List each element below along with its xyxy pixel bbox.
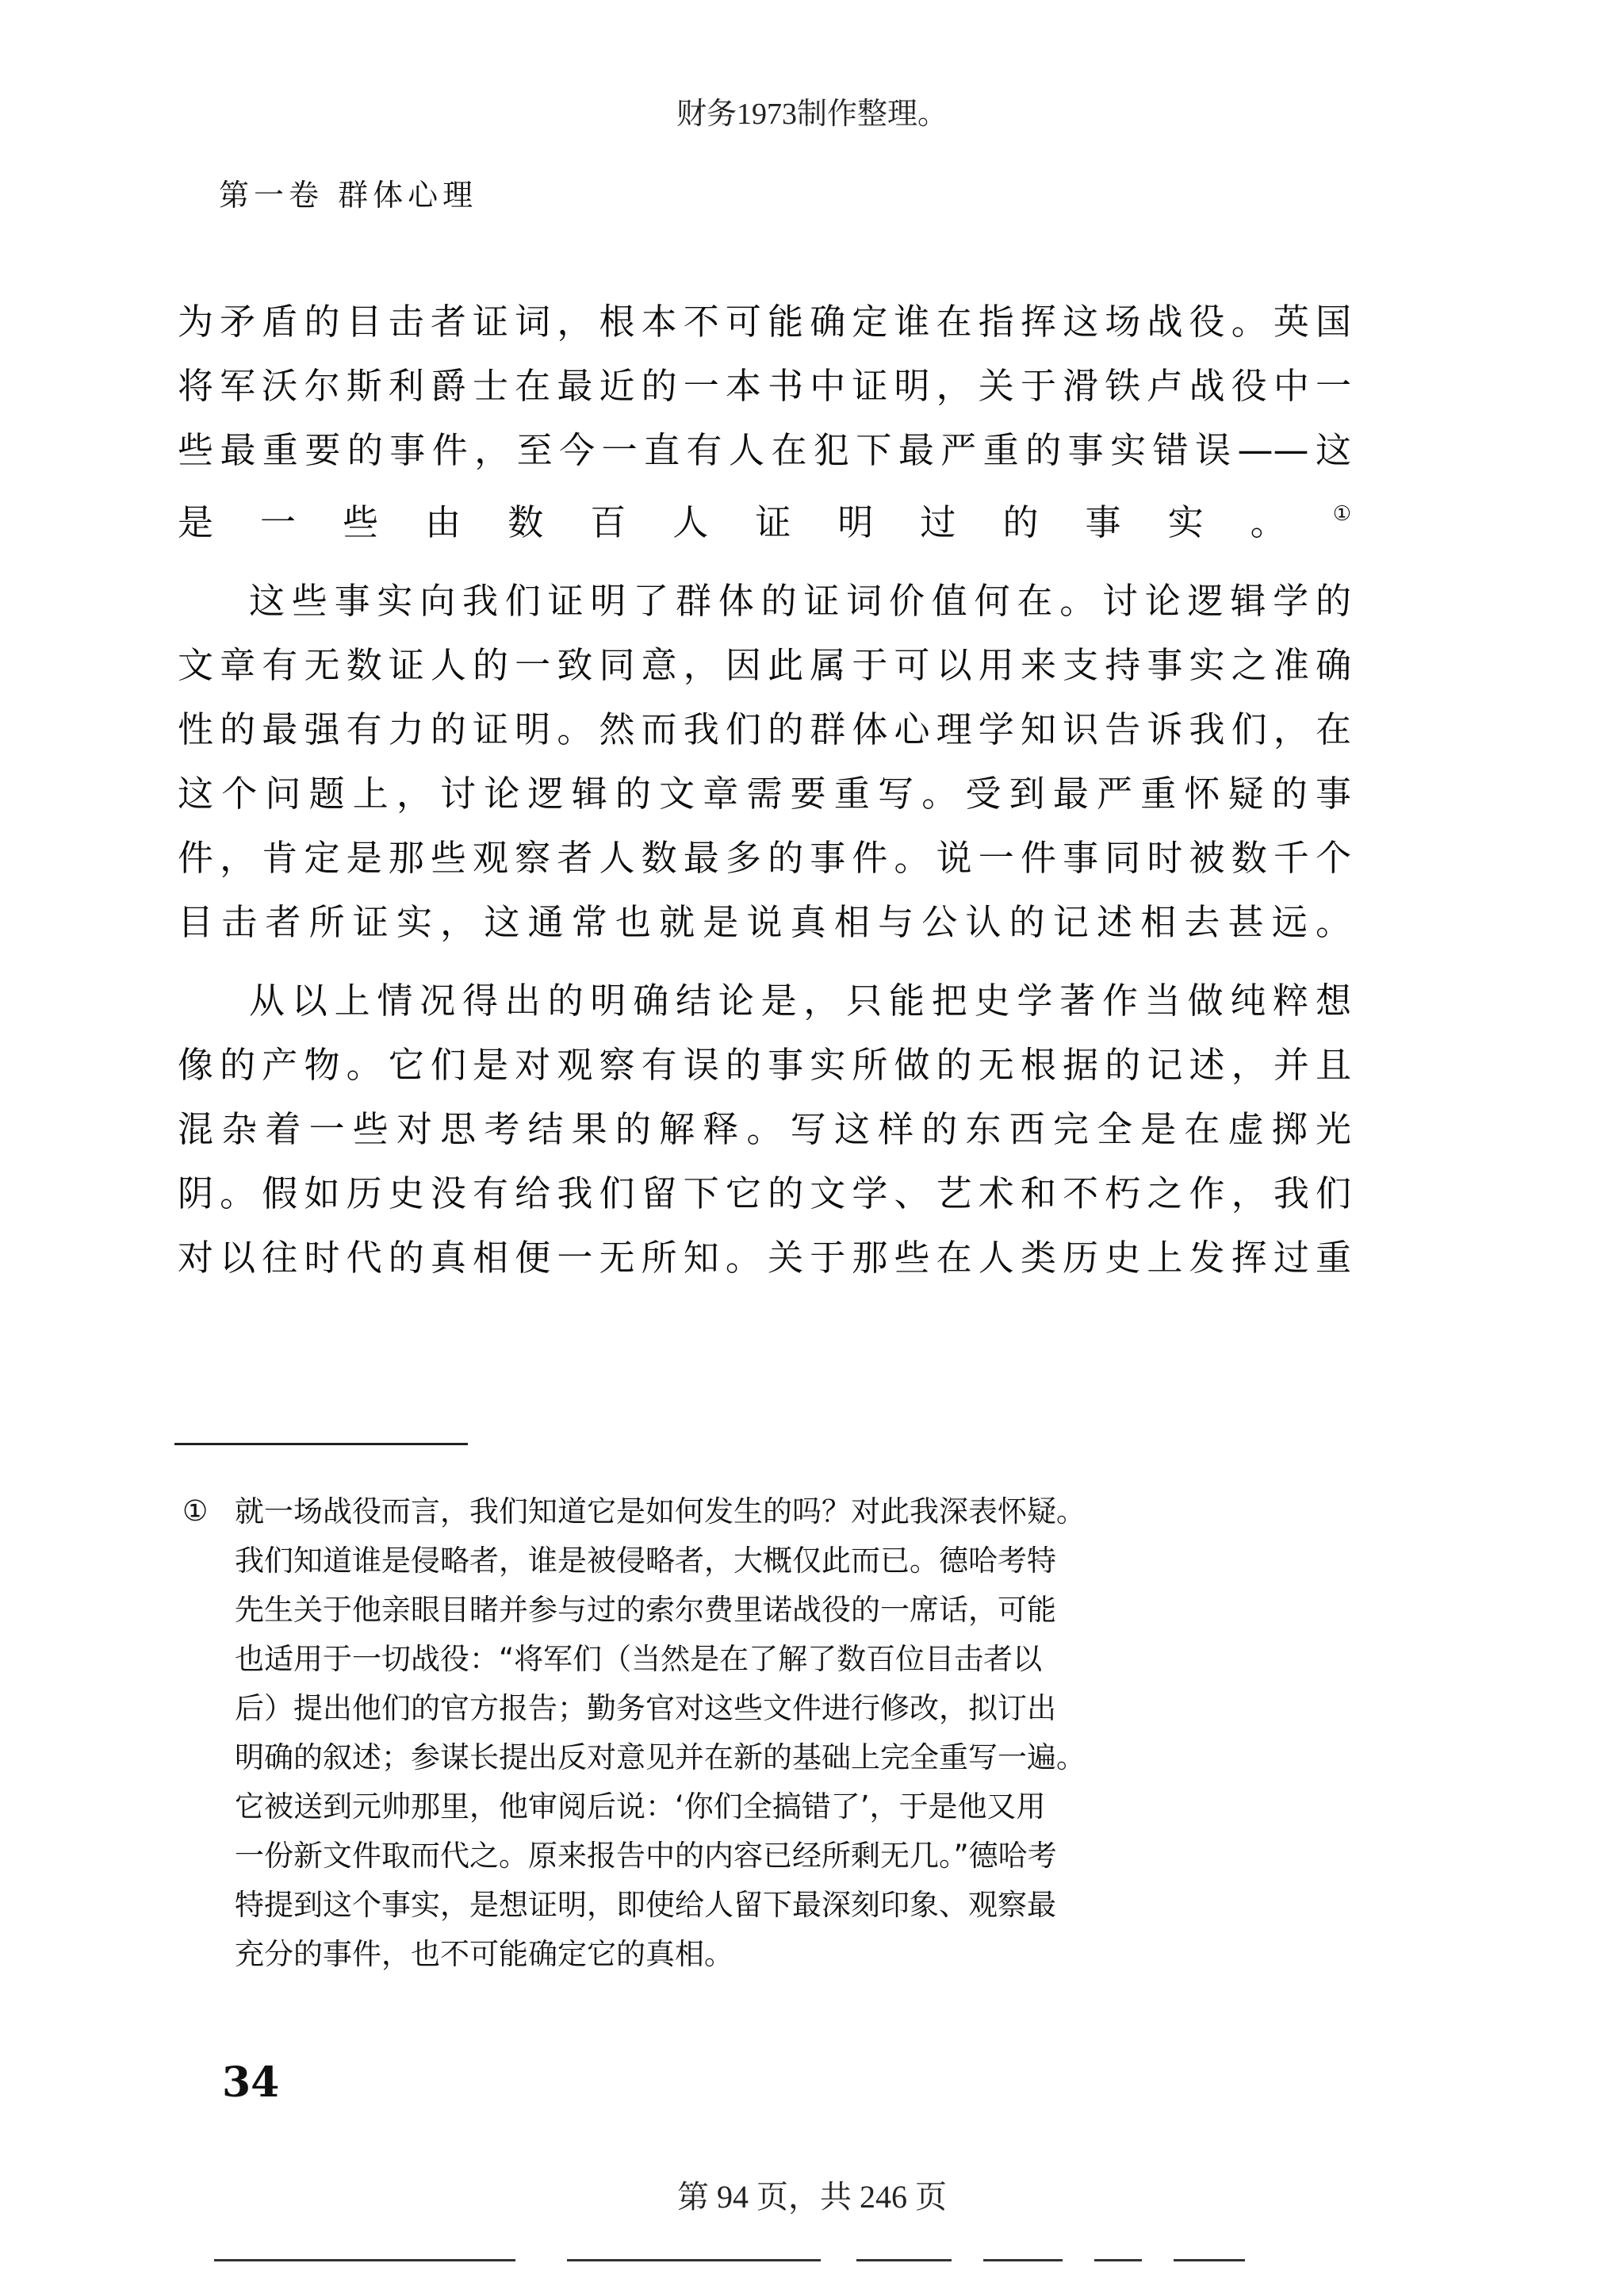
- footnote-reference[interactable]: ①: [1332, 502, 1351, 526]
- footnote-line: 它被送到元帅那里，他审阅后说：‘你们全搞错了’，于是他又用: [235, 1789, 1046, 1824]
- footnote-line: 先生关于他亲眼目睹并参与过的索尔费里诺战役的一席话，可能: [235, 1593, 1056, 1627]
- footnote-line: 特提到这个事实，是想证明，即使给人留下最深刻印象、观察最: [235, 1888, 1056, 1922]
- scan-edge-marks: [0, 2259, 1624, 2267]
- footnote-line: 充分的事件，也不可能确定它的真相。: [235, 1937, 733, 1971]
- footnote-divider: [174, 1443, 468, 1445]
- body-text: [178, 290, 1351, 1290]
- body-line: 从以上情况得出的明确结论是，只能把史学著作当做纯粹想: [249, 980, 1351, 1022]
- page-number: 34: [222, 2058, 280, 2107]
- body-line: 目击者所证实，这通常也就是说真相与公认的记述相去甚远。: [178, 901, 1351, 943]
- body-line: 这个问题上，讨论逻辑的文章需要重写。受到最严重怀疑的事: [178, 773, 1351, 815]
- footnote-line: 一份新文件取而代之。原来报告中的内容已经所剩无几。”德哈考: [235, 1839, 1057, 1873]
- footnote-line: 我们知道谁是侵略者，谁是被侵略者，大概仅此而已。德哈考特: [235, 1544, 1056, 1578]
- body-line: 为矛盾的目击者证词，根本不可能确定谁在指挥这场战役。英国: [178, 301, 1351, 343]
- body-line: 混杂着一些对思考结果的解释。写这样的东西完全是在虚掷光: [178, 1108, 1351, 1150]
- body-line: 件，肯定是那些观察者人数最多的事件。说一件事同时被数千个: [178, 837, 1351, 879]
- running-head: 第一卷 群体心理: [219, 178, 478, 213]
- body-line-last: [178, 482, 1351, 554]
- body-line: 将军沃尔斯利爵士在最近的一本书中证明，关于滑铁卢战役中一: [178, 365, 1351, 407]
- footnote-line: 后）提出他们的官方报告；勤务官对这些文件进行修改，拟订出: [235, 1691, 1056, 1725]
- body-line: 这些事实向我们证明了群体的证词价值何在。讨论逻辑学的: [249, 580, 1351, 622]
- footnote-line: 也适用于一切战役：“将军们（当然是在了解了数百位目击者以: [235, 1642, 1043, 1676]
- footnote-line: 就一场战役而言，我们知道它是如何发生的吗？对此我深表怀疑。: [235, 1494, 1086, 1529]
- body-line: 些最重要的事件，至今一直有人在犯下最严重的事实错误——这: [178, 429, 1351, 471]
- body-line: 性的最强有力的证明。然而我们的群体心理学知识告诉我们，在: [178, 708, 1351, 750]
- pager-text: 第 94 页，共 246 页: [677, 2179, 947, 2215]
- footnote: [182, 1487, 1353, 1979]
- body-line: 像的产物。它们是对观察有误的事实所做的无根据的记述，并且: [178, 1044, 1351, 1086]
- body-line: 阴。假如历史没有给我们留下它的文学、艺术和不朽之作，我们: [178, 1172, 1351, 1214]
- footnote-line: 明确的叙述；参谋长提出反对意见并在新的基础上完全重写一遍。: [235, 1740, 1086, 1774]
- body-line-text: 是一些由数百人证明过的事实。: [178, 501, 1333, 543]
- footnote-mark: ①: [182, 1495, 209, 1528]
- paragraph-2: [178, 569, 1351, 954]
- watermark-text: 财务1973制作整理。: [676, 98, 948, 131]
- body-line: 文章有无数证人的一致同意，因此属于可以用来支持事实之准确: [178, 644, 1351, 686]
- paragraph-1: [178, 290, 1351, 554]
- paragraph-3: [178, 969, 1351, 1290]
- body-line: 对以往时代的真相便一无所知。关于那些在人类历史上发挥过重: [178, 1237, 1351, 1279]
